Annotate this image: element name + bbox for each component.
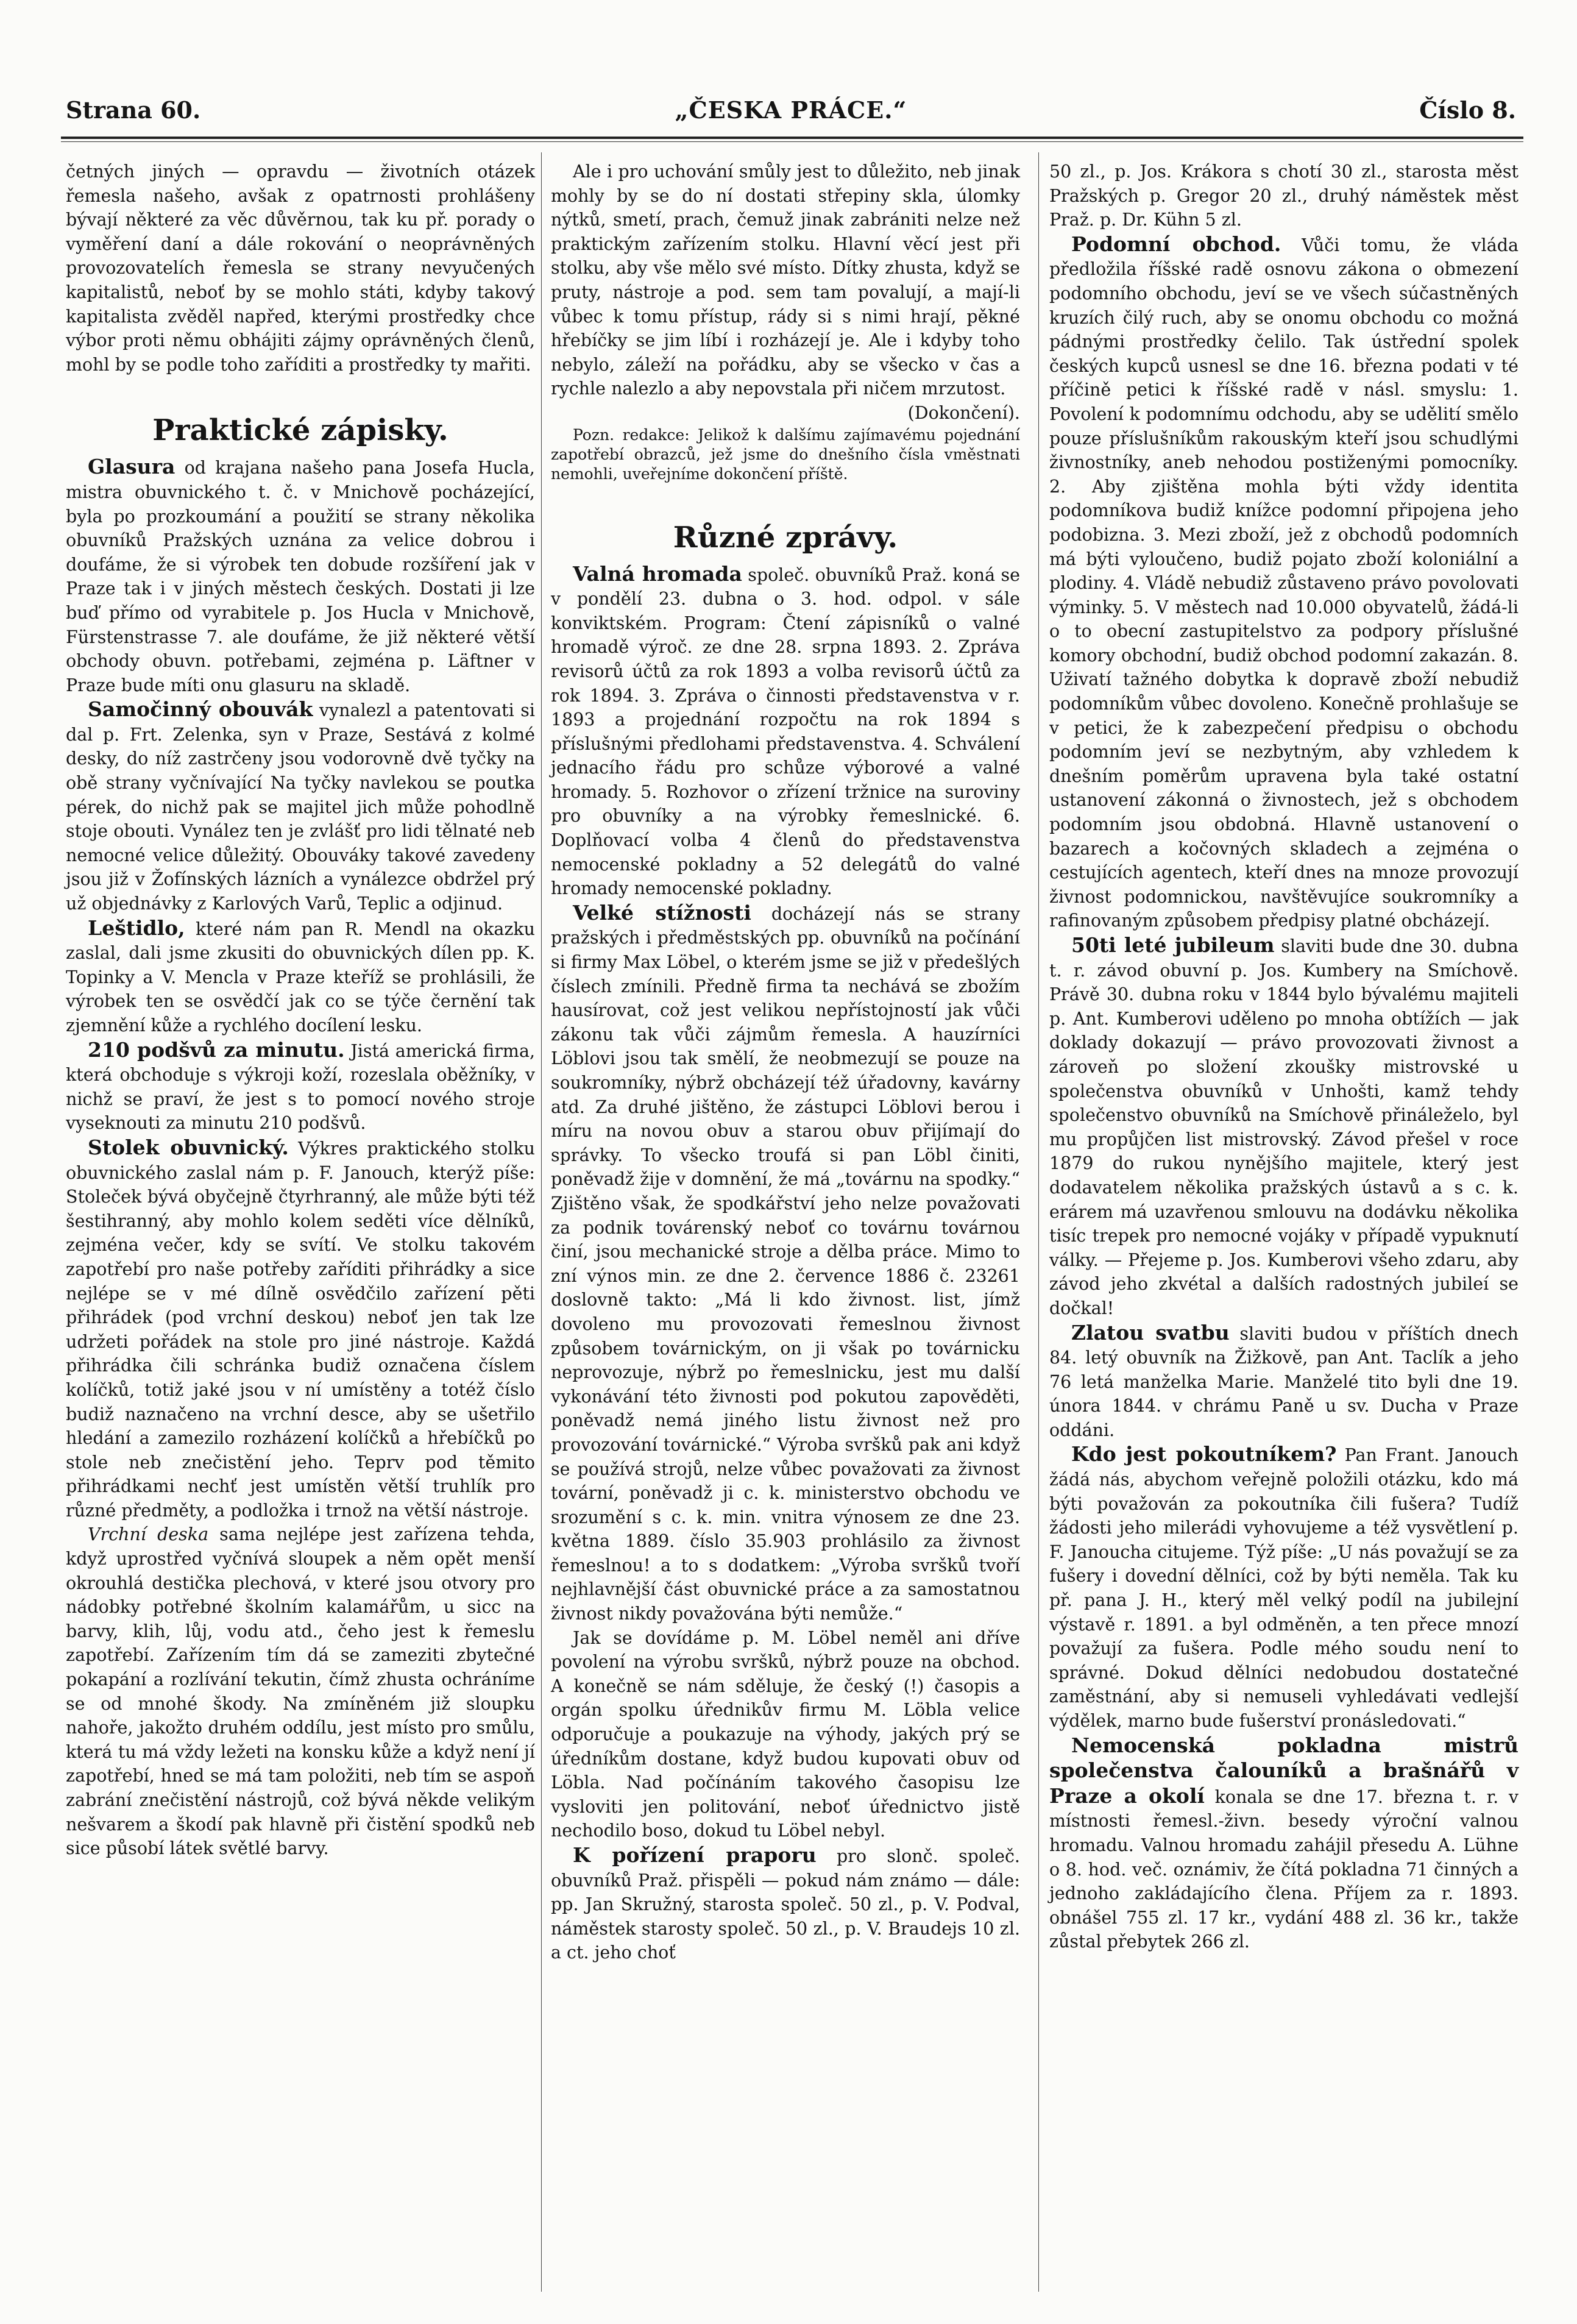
article-podsvu xyxy=(66,1038,535,1135)
article-heading: Glasura xyxy=(88,455,175,479)
article-body: Vůči tomu, že vláda předložila říšské radě osnovu zákona o obmezení podomního obchodu, jeví se ve všech súčastněných kruzích čilý ruch, aby se onomu obchodu co možná pádnými prostředky čelilo. Tak ústřední spolek českých kupců usnesl se dne 16. března podati v té příčině petici k říšské radě v násl. smyslu: 1. Povolení k podomnímu odchodu, aby se udělití smělo pouze příslušníkům rakouským kteří jsou schudlými živnostníky, aneb nehodou postiženými pomocníky. 2. Aby zjištěna mohla býti vždy identita podomníkova budiž knížce podomní připojena jeho podobizna. 3. Mezi zboží, jež z obchodů podomních má býti vyloučeno, budiž pojato zboží koloniální a plodiny. 4. Vládě nebudiž zůstaveno právo povolovati výminky. 5. V městech nad 10.000 obyvatelů, žádá-li o to obecní zastupitelstvo za podpory příslušné komory obchodní, budiž obchod podomní zakazán. 8. Uživatí tažného dobytka k dopravě zboží nebudiž podomníkům vůbec dovoleno. Konečně prohlašuje se v petici, že k zabezpečení předpisu o obchodu podomním jeví se nezbytným, aby vzhledem k dnešním poměrům upravena byla také ostatní ustanovení zákonná o živnostech, jež s obchodem podomním jsou obdobná. Hlavně ustanovení o bazarech a kočovných skladech a zejména o cestujících agentech, kteří dnes na mnoze provozují živnost podomnickou, navštěvujíce soukromníky a rafinovaným způsobem předpisy platné obcházejí. xyxy=(1049,235,1519,931)
article-body: vynalezl a patentovati si dal p. Frt. Zelenka, syn v Praze, Sestává z kolmé desky, do níž zastrčeny jsou vodorovně dvě tyčky na obě strany vyčnívající Na tyčky navlekou se poutka pérek, do nichž pak se majitel jich může pohodlně stoje obouti. Vynález ten je zvlášť pro lidi tělnaté neb nemocné velice důležitý. Obouváky takové zavedeny jsou již v Žofínských lázních a vynálezce obdržel prý už objednávky z Karlových Varů, Teplic a odjinud. xyxy=(66,700,536,914)
article-body: sama nejlépe jest zařízena tehda, když uprostřed vyčnívá sloupek a něm opět menší okrouhlá destička plechová, v které jsou otvory pro nádobky potřebné školním kalamářům, u sicc na barvy, klih, lůj, vodu atd., čeho jest k řemeslu zapotřebí. Zařízením tím dá se zameziti zbytečné pokapání a rozlívání tekutin, čímž zhusta ochráníme se od mnohé škody. Na zmíněném již sloupku nahoře, jakožto druhém oddílu, jest místo pro smůlu, která tu má vždy ležeti na konsku kůže a když není jí zapotřebí, hned se má tam položiti, neb tím se aspoň zabrání znečistění nástrojů, což bývá někde velikým nešvarem a škodí pak hlavně při čistění spodků neb sice působí látek světlé barvy. xyxy=(66,1524,535,1859)
article-body: docházejí nás se strany pražských i předměstských pp. obuvníků na počínání si firmy Max Löbel, o kterém jsme se již v předešlých číslech zmínili. Předně firma ta nechává se zbožím hausírovat, což jest velikou nepřístojností jak vůči zákonu tak vůči zájmům řemesla. A hauzírníci Löblovi jsou tak smělí, že neobmezují se pouze na soukromníky, nýbrž obcházejí též úřadovny, kavárny atd. Za druhé jištěno, že zástupci Löblovi berou i míru na novou obuv a starou obuv přijímají do správky. To všecko troufá si pan Löbl činiti, poněvadž žije v domnění, že má „továrnu na spodky.“ Zjištěno však, že spodkářství jeho nelze považovati za podnik továrenský neboť co továrnu továrnou činí, jsou mechanické stroje a dělba práce. Mimo to zní výnos min. ze dne 2. července 1886 č. 23261 doslovně takto: „Má li kdo živnost. list, jímž dovoleno mu provozovati řemeslnou živnost způsobem továrnickým, on ji však po továrnicku neprovozuje, nýbrž po řemeslnicku, jest mu další vykonávání této živnosti pod pokutou zapověděti, poněvadž nemá jiného listu živnost než pro provozování továrnické.“ Výroba svršků pak ani když se používá strojů, nelze vůbec považovati za živnost tovární, poněvadž ji c. k. ministerstvo obchodu ve srozumění s c. k. min. vnitra výnosem ze dne 23. května 1889. číslo 35.903 prohlásilo za živnost řemeslnou! a to s dodatkem: „Výroba svršků tvoří nejhlavnější část obuvnické práce a za samostatnou živnost nikdy považována býti nemůže.“ xyxy=(551,903,1020,1624)
article-continuation: četných jiných — opravdu — životních otázek řemesla našeho, avšak z opatrnosti prohlášeny bývají některé za věc důvěrnou, tak ku př. porady o vyměření daní a dále rokování o neoprávněných provozovatelích řemesla se strany nevyučených kapitalistů, neboť by se mohlo státi, kdyby takový kapitalista zvěděl napřed, kterými prostředky chce výbor proti němu obhájiti zájmy oprávněných členů, mohl by se podle toho zaříditi a prostředky ty mařiti. xyxy=(66,162,535,375)
article-samocinny xyxy=(66,697,535,915)
article-nemocenska xyxy=(1049,1733,1519,1954)
to-be-continued: (Dokončení). xyxy=(907,402,1020,423)
article-pokoutnik xyxy=(1049,1442,1519,1733)
article-body: společ. obuvníků Praž. koná se v pondělí 23. dubna o 3. hod. odpol. v sále konviktském. Program: Čtení zápisníků o valné hromadě výroč. ze dne 28. srpna 1893. 2. Zpráva revisorů účtů za rok 1893 a volba revisorů účtů za rok 1894. 3. Zpráva o činnosti představenstva v r. 1893 a projednání rozpočtu na rok 1894 s příslušnými předlohami představenstva. 4. Schválení jednacího řádu pro schůze výborové a valné hromady. 5. Rozhovor o zřízení tržnice na suroviny pro obuvníky a na výrobky řemeslnické. 6. Doplňovací volba 4 členů do představenstva nemocenské pokladny a 52 delegátů do valné hromady nemocenské pokladny. xyxy=(551,564,1020,899)
article-body: Jistá americká firma, která obchoduje s výkroji koží, rozeslala oběžníky, v nichž se praví, že jest s to pomocí nového stroje vyseknouti za minutu 210 podšvů. xyxy=(66,1040,536,1134)
page-header xyxy=(66,90,1516,133)
article-heading: Valná hromada xyxy=(573,561,742,586)
article-heading: Velké stížnosti xyxy=(573,900,751,925)
header-rule xyxy=(61,137,1523,139)
section-title-ruzne: Různé zprávy. xyxy=(673,520,898,555)
section-title-prakticke: Praktické zápisky. xyxy=(152,413,448,448)
article-heading: Nemocenská pokladna mistrů společenstva čalouníků a brašnářů v Praze a okolí xyxy=(1049,1733,1519,1808)
article-lestidlo xyxy=(66,916,535,1038)
column-divider-2 xyxy=(1038,152,1039,2292)
article-stiznosti xyxy=(551,901,1020,1626)
article-heading: Samočinný obouvák xyxy=(88,697,313,722)
article-body: slaviti budou v příštích dnech 84. letý obuvník na Žižkově, pan Ant. Taclík a jeho 76 letá manželka Marie. Manželé tito byli dne 19. února 1844. v chrámu Paně u sv. Ducha v Praze oddáni. xyxy=(1049,1323,1519,1440)
article-heading: 50ti leté jubileum xyxy=(1071,933,1275,957)
article-heading: 210 podšvů za minutu. xyxy=(88,1037,345,1062)
article-heading: K pořízení praporu xyxy=(573,1843,817,1867)
article-podomni xyxy=(1049,232,1519,933)
article-heading: Leštidlo, xyxy=(88,915,185,940)
article-body: které nám pan R. Mendl na okazku zaslal, dali jsme zkusiti do obuvnických dílen pp. K. Topinky a V. Mencla v Praze kteříž se prohlásili, že výrobek ten se osvědčí jak co se týče černění tak zjemnění kůže a rychlého docílení lesku. xyxy=(66,919,535,1036)
article-vrchni-deska xyxy=(66,1523,535,1860)
column-2 xyxy=(551,160,1020,1965)
article-jubileum xyxy=(1049,933,1519,1321)
header-rule-thin xyxy=(61,141,1523,142)
article-body: od krajana našeho pana Josefa Hucla, mistra obuvnického t. č. v Mnichově pocházející, byla po prozkoumání a použití se strany několika obuvníků Pražských uznána za velice dobrou i doufáme, že si výrobek ten dobude rozšíření jak v Praze tak i v jiných městech českých. Dostati ji lze buď přímo od vyrabitele p. Jos Hucla v Mnichově, Fürstenstrasse 7. ale doufáme, že již některé větší obchody obuvn. potřebami, zejména p. Läftner v Praze bude míti onu glasuru na skladě. xyxy=(66,458,535,695)
article-prapor xyxy=(551,1843,1020,1965)
column-divider-1 xyxy=(541,152,542,2292)
article-glasura xyxy=(66,455,535,697)
article-continuation-prapor: 50 zl., p. Jos. Krákora s chotí 30 zl., starosta měst Pražských p. Gregor 20 zl., druhý náměstek měst Praž. p. Dr. Kühn 5 zl. xyxy=(1049,162,1519,230)
column-3 xyxy=(1049,160,1519,1954)
article-continuation-stolek: Ale i pro uchování smůly jest to důležito, neb jinak mohly by se do ní dostati střepiny skla, úlomky nýtků, smetí, prach, čemuž jinak zabrániti nelze než praktickým zařízením stolku. Hlavní věcí jest při stolku, aby vše mělo své místo. Dítky zhusta, když se pruty, nástroje a pod. sem tam povalují, a mají-li vůbec k tomu přístup, rády si s nimi hrají, pěkné hřebíčky se jim líbí i rozházejí je. Ale i kdyby toho nebylo, záleží na pořádku, aby se všecko v čas a rychle nalezlo a aby nepovstala při ničem mrzutost. xyxy=(551,162,1020,399)
masthead-title: „ČESKA PRÁCE.“ xyxy=(675,96,907,124)
column-1 xyxy=(66,160,535,1861)
article-body: Výkres praktického stolku obuvnického zaslal nám p. F. Janouch, kterýž píše: Stoleček bývá obyčejně čtyrhranný, ale může býti též šestihranný, aby mohlo kolem seděti více dělníků, zejména večer, kdy se svítí. Ve stolku takovém zapotřebí pro naše potřeby zaříditi přihrádky a sice nejlépe se v mé dílně osvědčilo zařízení pěti přihrádek (pod vrchní deskou) neboť jen tak lze udržeti pořádek na stole pro jiné nástroje. Každá přihrádka čili schránka budiž označena číslem kolíčků, totiž jaké jsou v ní umístěny a totéž číslo budiž naznačeno na vrchní desce, aby se ušetřilo hledání a zamezilo rozházení kolíčků a hřebíčků po stole neb znečistění jeho. Teprv pod těmito přihrádkami nechť jest umístěn větší truhlík pro různé předměty, a podložka i trnož na větší nástroje. xyxy=(66,1138,535,1521)
article-heading: Kdo jest pokoutníkem? xyxy=(1071,1442,1337,1466)
editor-note: Pozn. redakce: Jelikož k dalšímu zajímavému pojednání zapotřebí obrazců, jež jsme do dnešního čísla vměstnati nemohli, uveřejníme dokončení příště. xyxy=(551,425,1020,483)
article-heading: Zlatou svatbu xyxy=(1071,1320,1230,1345)
article-valna-hromada xyxy=(551,562,1020,901)
article-body: konala se dne 17. března t. r. v místnosti řemesl.-živn. besedy výroční valnou hromadu. Valnou hromadu zahájil přesedu A. Lühne o 8. hod. več. oznámiv, že čítá pokladna 71 činných a jednoho zakládajícího člena. Příjem za r. 1893. obnášel 755 zl. 17 kr., vydání 488 zl. 36 kr., takže zůstal přebytek 266 zl. xyxy=(1049,1786,1519,1952)
article-heading: Stolek obuvnický. xyxy=(88,1135,289,1159)
article-body: Pan Frant. Janouch žádá nás, abychom veřejně položili otázku, kdo má býti považován za pokoutníka čili fušera? Tudíž žádosti jeho milerádi vyhovujeme a též vysvětlení p. F. Janoucha citujeme. Týž píše: „U nás považují se za fušery i dovední dělníci, což by býti neměla. Tak ku př. pana J. H., který měl velký podíl na jubilejní výstavě r. 1891. a byl odměněn, a ten přece mnozí považují za fušera. Podle mého soudu není to správné. Dokud dělníci nedobudou dostatečné zaměstnání, aby si nemuseli vyhledávati vedlejší výdělek, marno bude fušerství pronásledovati.“ xyxy=(1049,1445,1519,1731)
article-lobel: Jak se dovídáme p. M. Löbel neměl ani dříve povolení na výrobu svršků, nýbrž pouze na obchod. A konečně se nám sděluje, že český (!) časopis a orgán spolku úřednikův firmu M. Löbla velice odporučuje a poukazuje na výhody, jakých prý se úředníkům dostane, když budou kupovati obuv od Löbla. Nad počínáním takového časopisu lze vysloviti jen politování, neboť úřednictvo jistě nechodilo boso, dokud tu Löbel nebyl. xyxy=(551,1627,1020,1841)
article-stolek xyxy=(66,1135,535,1523)
article-zlata-svatba xyxy=(1049,1321,1519,1443)
issue-number: Číslo 8. xyxy=(1419,96,1516,124)
article-body: pro slonč. společ. obuvníků Praž. přispěli — pokud nám známo — dále: pp. Jan Skružný, starosta společ. 50 zl., p. V. Podval, náměstek starosty společ. 50 zl., p. V. Braudejs 10 zl. a ct. jeho choť xyxy=(551,1846,1020,1963)
article-body: slaviti bude dne 30. dubna t. r. závod obuvní p. Jos. Kumbery na Smíchově. Právě 30. dubna roku v 1844 bylo bývalému majiteli p. Ant. Kumberovi uděleno po mnoha obtížích — jak doklady dokazují — právo provozovati živnost a zároveň po složení zkoušky mistrovské u společenstva obuvníků v Unhošti, kamž tehdy společenstvo obuvníků na Smíchově přináleželo, byl mu propůjčen list mistrovský. Závod přešel v roce 1879 do rukou nynějšího majitele, který jest dodavatelem několika pražských ústavů a s c. k. erárem má uzavřenou smlouvu na dodávku několika tisíc trepek pro nemocné vojáky v případě vypuknutí války. — Přejeme p. Jos. Kumberovi všeho zdaru, aby závod jeho zkvétal a dalších radostných jubileí se dočkal! xyxy=(1049,936,1519,1318)
article-heading: Podomní obchod. xyxy=(1071,232,1281,256)
page-number: Strana 60. xyxy=(66,96,201,124)
article-lead-italic: Vrchní deska xyxy=(88,1524,209,1545)
